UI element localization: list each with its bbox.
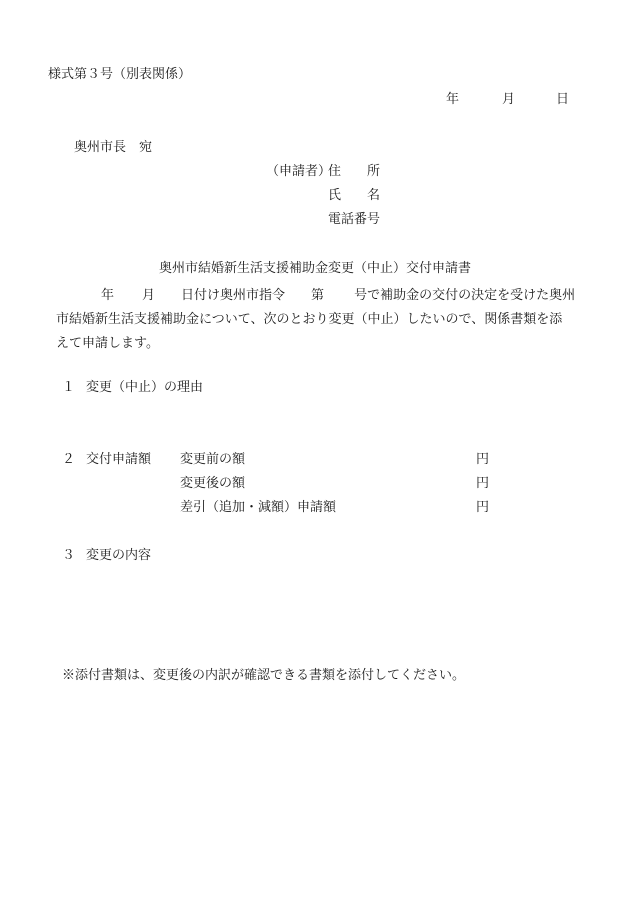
document-title: 奥州市結婚新生活支援補助金変更（中止）交付申請書 [158,261,471,276]
date-day-label: 日 [556,92,570,107]
addressee: 奥州市長 宛 [74,140,153,155]
name-label: 氏 名 [328,188,381,203]
date-month-label: 月 [502,92,516,107]
amount-diff-label: 差引（追加・減額）申請額 [180,500,337,515]
amount-before-unit: 円 [476,452,490,467]
amount-after-unit: 円 [476,476,490,491]
date-year-label: 年 [446,92,460,107]
body-line-1 [56,284,588,308]
section2-title: 交付申請額 [86,452,152,467]
amount-before-label: 変更前の額 [180,452,246,467]
address-label: 住 所 [328,164,381,179]
applicant-label: （申請者） [266,164,332,179]
body-year: 年 [101,288,115,303]
body-line1-rest: 号で補助金の交付の決定を受けた奥州 [354,288,576,303]
body-text [56,284,588,356]
amount-after-label: 変更後の額 [180,476,246,491]
body-line-2: 市結婚新生活支援補助金について、次のとおり変更（中止）したいので、関係書類を添 [56,312,563,327]
body-directive: 日付け奥州市指令 [181,288,286,303]
section1-number: １ [62,380,76,395]
section3-number: ３ [62,548,76,563]
section3-title: 変更の内容 [86,548,152,563]
body-line-3: えて申請します。 [56,336,159,351]
attachment-note: ※添付書類は、変更後の内訳が確認できる書類を添付してください。 [62,668,466,683]
phone-label: 電話番号 [328,212,381,227]
form-number: 様式第３号（別表関係） [48,67,192,82]
section1-title: 変更（中止）の理由 [86,380,204,395]
amount-diff-unit: 円 [476,500,490,515]
section2-number: ２ [62,452,76,467]
body-dai: 第 [311,288,325,303]
body-month: 月 [142,288,156,303]
